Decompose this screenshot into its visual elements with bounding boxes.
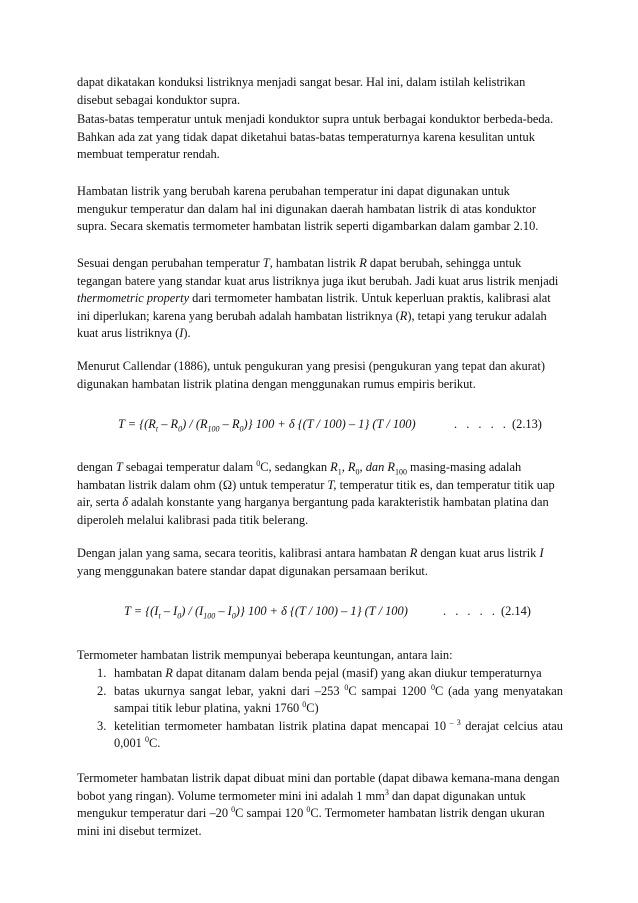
paragraph-konduktor-supra: dapat dikatakan konduksi listriknya menjadi sangat besar. Hal ini, dalam istilah kelistrikan disebut sebagai konduktor supra. bbox=[77, 75, 526, 107]
equation-2-13: $T = \{(R_t - R_0) / (R_{100} - R_0)\} 100 + \delta$ {(T / 100) – 1} (T / 100) bbox=[118, 417, 416, 434]
paragraph-kalibrasi: Sesuai dengan perubahan temperatur T, hambatan listrik R dapat berubah, sehingga untuk tegangan batere yang standar kuat arus listriknya juga ikut berubah. Jadi kuat arus listrik menjadi thermometric property dari termometer hambatan listrik. Untuk keperluan praktis, kalibrasi alat ini diperlukan; karena yang berubah adalah hambatan listriknya (R), tetapi yang terukur adalah kuat arus listriknya (I). bbox=[77, 256, 559, 341]
equation-2-14-number: . . . . . (2.14) bbox=[443, 604, 531, 618]
paragraph-kalibrasi-teoritis: Dengan jalan yang sama, secara teoritis, kalibrasi antara hambatan R dengan kuat arus listrik I yang menggunakan batere standar dapat digunakan persamaan berikut. bbox=[77, 546, 544, 578]
list-item: 2. batas ukurnya sangat lebar, yakni dari –253 $^0$C sampai 1200 $^0$C (ada yang menyatakan sampai titik lebur platina, yakni 1760 $^0$C) bbox=[97, 682, 564, 716]
paragraph-batas-temperatur: Batas-batas temperatur untuk menjadi konduktor supra untuk berbagai konduktor berbeda-beda. Bahkan ada zat yang tidak dapat diketahui batas-batas temperaturnya karena kesulitan untuk membuat temperatur rendah. bbox=[77, 112, 554, 162]
list-item: 1. hambatan R dapat ditanam dalam benda pejal (masif) yang akan diukur temperaturnya bbox=[97, 666, 542, 680]
equation-2-14: $T = \{(I_t - I_0) / (I_{100} - I_0)\} 100 + \delta$ {(T / 100) – 1} (T / 100) bbox=[124, 604, 408, 621]
paragraph-keuntungan: Termometer hambatan listrik mempunyai beberapa keuntungan, antara lain: bbox=[77, 648, 453, 662]
paragraph-callendar: Menurut Callendar (1886), untuk pengukuran yang presisi (pengukuran yang tepat dan akurat) digunakan hambatan listrik platina dengan menggunakan rumus empiris berikut. bbox=[77, 359, 545, 391]
advantages-list bbox=[77, 665, 563, 753]
paragraph-termizet: Termometer hambatan listrik dapat dibuat mini dan portable (dapat dibawa kemana-mana dengan bobot yang ringan). Volume termometer mini ini adalah 1 $mm^3$ dan dapat digunakan untuk mengukur temperatur dari –20 $^0$C sampai 120 $^0$C. Termometer hambatan listrik dengan ukuran mini ini disebut termizet. bbox=[77, 771, 560, 838]
list-item: 3. ketelitian termometer hambatan listrik platina dapat mencapai 10 $^{- 3}$ derajat celcius atau 0,001 $^0$C. bbox=[97, 717, 563, 751]
paragraph-hambatan-listrik: Hambatan listrik yang berubah karena perubahan temperatur ini dapat digunakan untuk mengukur temperatur dan dalam hal ini digunakan daerah hambatan listrik di atas konduktor supra. Secara skematis termometer hambatan listrik seperti digambarkan dalam gambar 2.10. bbox=[77, 184, 539, 234]
equation-2-13-number: . . . . . (2.13) bbox=[454, 417, 542, 431]
paragraph-keterangan-rumus: dengan T sebagai temperatur dalam $^0$C, sedangkan $R_1$, $R_0$, dan $R_{100}$ masing-masing adalah hambatan listrik dalam ohm (Ω) untuk temperatur T, temperatur titik es, dan temperatur titik uap air, serta δ adalah konstante yang harganya bergantung pada karakteristik hambatan platina dan diperoleh melalui kalibrasi pada titik belerang. bbox=[77, 458, 555, 527]
